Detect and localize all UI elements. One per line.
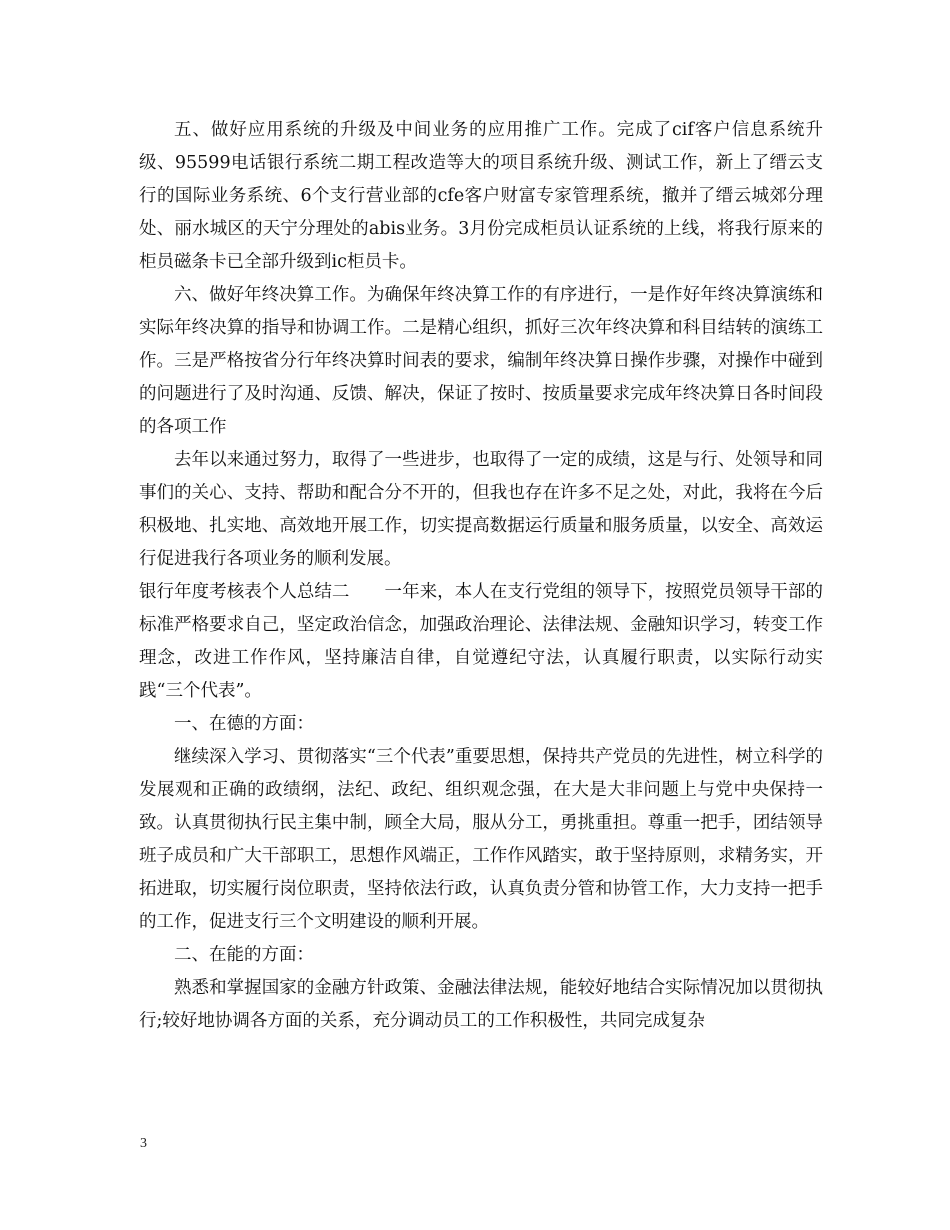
paragraph-achievements-summary: 去年以来通过努力，取得了一些进步，也取得了一定的成绩，这是与行、处领导和同事们的关心、支持、帮助和配合分不开的，但我也存在许多不足之处，对此，我将在今后积极地、扎实地、高效地开展工作，切实提高数据运行质量和服务质量，以安全、高效运行促进我行各项业务的顺利发展。: [139, 450, 823, 569]
page-number: 3: [140, 1136, 147, 1151]
document-body: [139, 114, 823, 1038]
paragraph-annual-summary-two: 银行年度考核表个人总结二 一年来，本人在支行党组的领导下，按照党员领导干部的标准严格要求自己，坚定政治信念，加强政治理论、法律法规、金融知识学习，转变工作理念，改进工作作风，坚持廉洁自律，自觉遵纪守法，认真履行职责，以实际行动实践“三个代表”。: [139, 582, 823, 701]
section-heading-morality: 一、在德的方面：: [174, 714, 314, 734]
section-heading-ability: 二、在能的方面：: [174, 945, 314, 965]
paragraph-ability: 熟悉和掌握国家的金融方针政策、金融法律法规，能较好地结合实际情况加以贯彻执行;较好地协调各方面的关系，充分调动员工的工作积极性，共同完成复杂: [139, 978, 823, 1031]
paragraph-year-end-settlement: 六、做好年终决算工作。为确保年终决算工作的有序进行，一是作好年终决算演练和实际年终决算的指导和协调工作。二是精心组织，抓好三次年终决算和科目结转的演练工作。三是严格按省分行年终决算时间表的要求，编制年终决算日操作步骤，对操作中碰到的问题进行了及时沟通、反馈、解决，保证了按时、按质量要求完成年终决算日各时间段的各项工作: [139, 285, 823, 437]
paragraph-application-systems: 五、做好应用系统的升级及中间业务的应用推广工作。完成了cif客户信息系统升级、95599电话银行系统二期工程改造等大的项目系统升级、测试工作，新上了缙云支行的国际业务系统、6个支行营业部的cfe客户财富专家管理系统，撤并了缙云城郊分理处、丽水城区的天宁分理处的abis业务。3月份完成柜员认证系统的上线，将我行原来的柜员磁条卡已全部升级到ic柜员卡。: [139, 120, 823, 272]
paragraph-morality: 继续深入学习、贯彻落实“三个代表”重要思想，保持共产党员的先进性，树立科学的发展观和正确的政绩纲，法纪、政纪、组织观念强，在大是大非问题上与党中央保持一致。认真贯彻执行民主集中制，顾全大局，服从分工，勇挑重担。尊重一把手，团结领导班子成员和广大干部职工，思想作风端正，工作作风踏实，敢于坚持原则，求精务实，开拓进取，切实履行岗位职责，坚持依法行政，认真负责分管和协管工作，大力支持一把手的工作，促进支行三个文明建设的顺利开展。: [139, 747, 823, 932]
